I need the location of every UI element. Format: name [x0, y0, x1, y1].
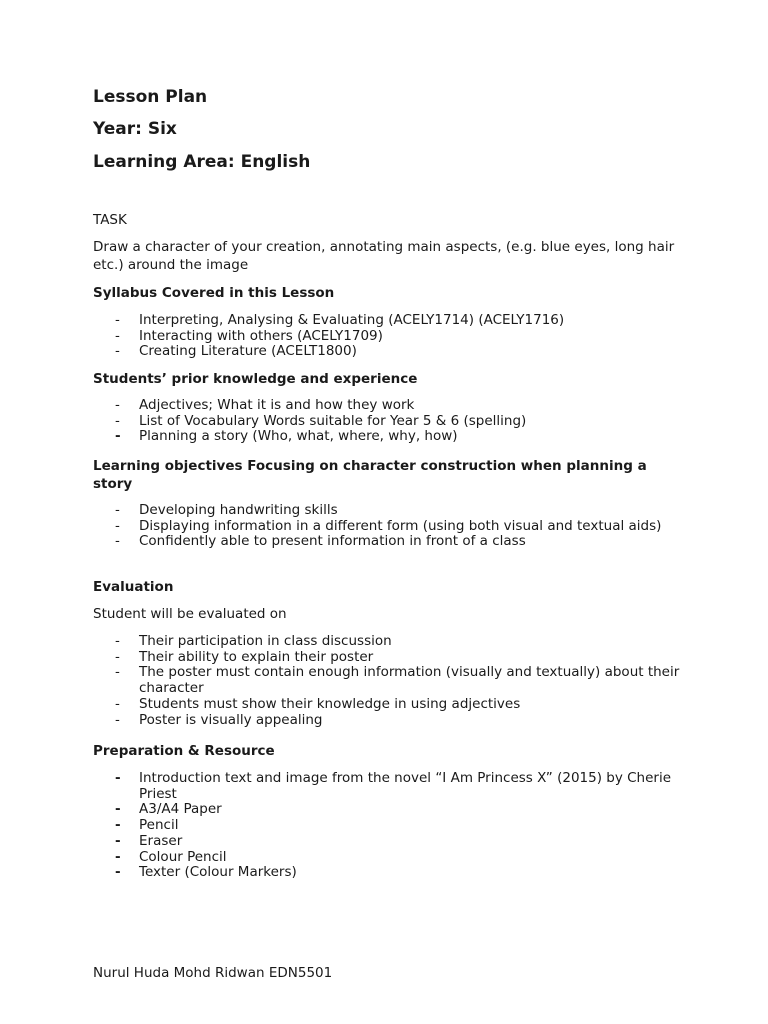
objectives-list	[93, 503, 683, 550]
evaluation-item: Students must show their knowledge in using adjectives	[139, 695, 521, 712]
bullet-dash: -	[115, 533, 120, 550]
preparation-item: Eraser	[139, 832, 183, 849]
list-item	[93, 519, 683, 535]
syllabus-list	[93, 313, 683, 360]
list-item	[93, 865, 683, 881]
list-item	[93, 503, 683, 519]
evaluation-item: Poster is visually appealing	[139, 711, 323, 728]
list-item	[93, 802, 683, 818]
bullet-dash: -	[115, 711, 120, 728]
evaluation-item: Their participation in class discussion	[139, 633, 392, 649]
task-text: Draw a character of your creation, annotating main aspects, (e.g. blue eyes, long hair etc.) around the image	[93, 239, 675, 273]
bullet-dash: -	[115, 397, 120, 413]
list-item	[93, 329, 683, 345]
preparation-item: Pencil	[139, 817, 179, 834]
prior-knowledge-list	[93, 398, 683, 445]
learning-area-title: Learning Area: English	[93, 152, 311, 172]
objective-item: Developing handwriting skills	[139, 502, 338, 518]
syllabus-heading: Syllabus Covered in this Lesson	[93, 285, 335, 301]
bullet-dash: -	[115, 327, 120, 344]
evaluation-heading: Evaluation	[93, 579, 174, 595]
syllabus-item: Creating Literature (ACELT1800)	[139, 343, 357, 360]
bullet-dash: -	[115, 428, 121, 445]
preparation-heading: Preparation & Resource	[93, 743, 275, 759]
bullet-dash: -	[115, 312, 120, 328]
list-item	[93, 398, 683, 414]
list-item	[93, 850, 683, 866]
bullet-dash: -	[115, 832, 121, 849]
lesson-plan-title: Lesson Plan	[93, 87, 208, 107]
preparation-item: Colour Pencil	[139, 848, 227, 865]
list-item	[93, 650, 683, 666]
preparation-item: Texter (Colour Markers)	[139, 864, 297, 881]
list-item	[93, 818, 683, 834]
footer-author: Nurul Huda Mohd Ridwan EDN5501	[93, 965, 333, 981]
bullet-dash: -	[115, 633, 120, 649]
evaluation-item: The poster must contain enough information (visually and textually) about their character	[139, 664, 680, 697]
objective-item: Confidently able to present information in front of a class	[139, 533, 526, 550]
list-item	[93, 771, 683, 802]
list-item	[93, 414, 683, 430]
bullet-dash: -	[115, 770, 121, 786]
list-item	[93, 634, 683, 650]
bullet-dash: -	[115, 864, 121, 881]
bullet-dash: -	[115, 848, 121, 865]
preparation-item: Introduction text and image from the novel “I Am Princess X” (2015) by Cherie Priest	[139, 770, 672, 802]
bullet-dash: -	[115, 502, 120, 518]
task-heading: TASK	[93, 212, 127, 228]
bullet-dash: -	[115, 817, 121, 834]
bullet-dash: -	[115, 343, 120, 360]
list-item	[93, 665, 683, 696]
preparation-item: A3/A4 Paper	[139, 801, 222, 818]
bullet-dash: -	[115, 664, 120, 681]
prior-knowledge-item: Adjectives; What it is and how they work	[139, 397, 415, 413]
syllabus-item: Interacting with others (ACELY1709)	[139, 327, 383, 344]
bullet-dash: -	[115, 517, 120, 534]
evaluation-intro: Student will be evaluated on	[93, 606, 287, 622]
list-item	[93, 834, 683, 850]
prior-knowledge-heading: Students’ prior knowledge and experience	[93, 371, 418, 387]
list-item	[93, 534, 683, 550]
prior-knowledge-item: Planning a story (Who, what, where, why, how)	[139, 428, 458, 445]
bullet-dash: -	[115, 648, 120, 665]
list-item	[93, 313, 683, 329]
list-item	[93, 713, 683, 729]
syllabus-item: Interpreting, Analysing & Evaluating (ACELY1714) (ACELY1716)	[139, 312, 565, 328]
list-item	[93, 344, 683, 360]
evaluation-list	[93, 634, 683, 728]
objectives-heading: Learning objectives Focusing on character construction when planning a story	[93, 458, 647, 492]
year-title: Year: Six	[93, 119, 177, 139]
list-item	[93, 697, 683, 713]
bullet-dash: -	[115, 801, 121, 818]
bullet-dash: -	[115, 412, 120, 429]
preparation-list	[93, 771, 683, 881]
bullet-dash: -	[115, 695, 120, 712]
list-item	[93, 429, 683, 445]
prior-knowledge-item: List of Vocabulary Words suitable for Year 5 & 6 (spelling)	[139, 412, 527, 429]
objective-item: Displaying information in a different form (using both visual and textual aids)	[139, 517, 662, 534]
evaluation-item: Their ability to explain their poster	[139, 648, 374, 665]
